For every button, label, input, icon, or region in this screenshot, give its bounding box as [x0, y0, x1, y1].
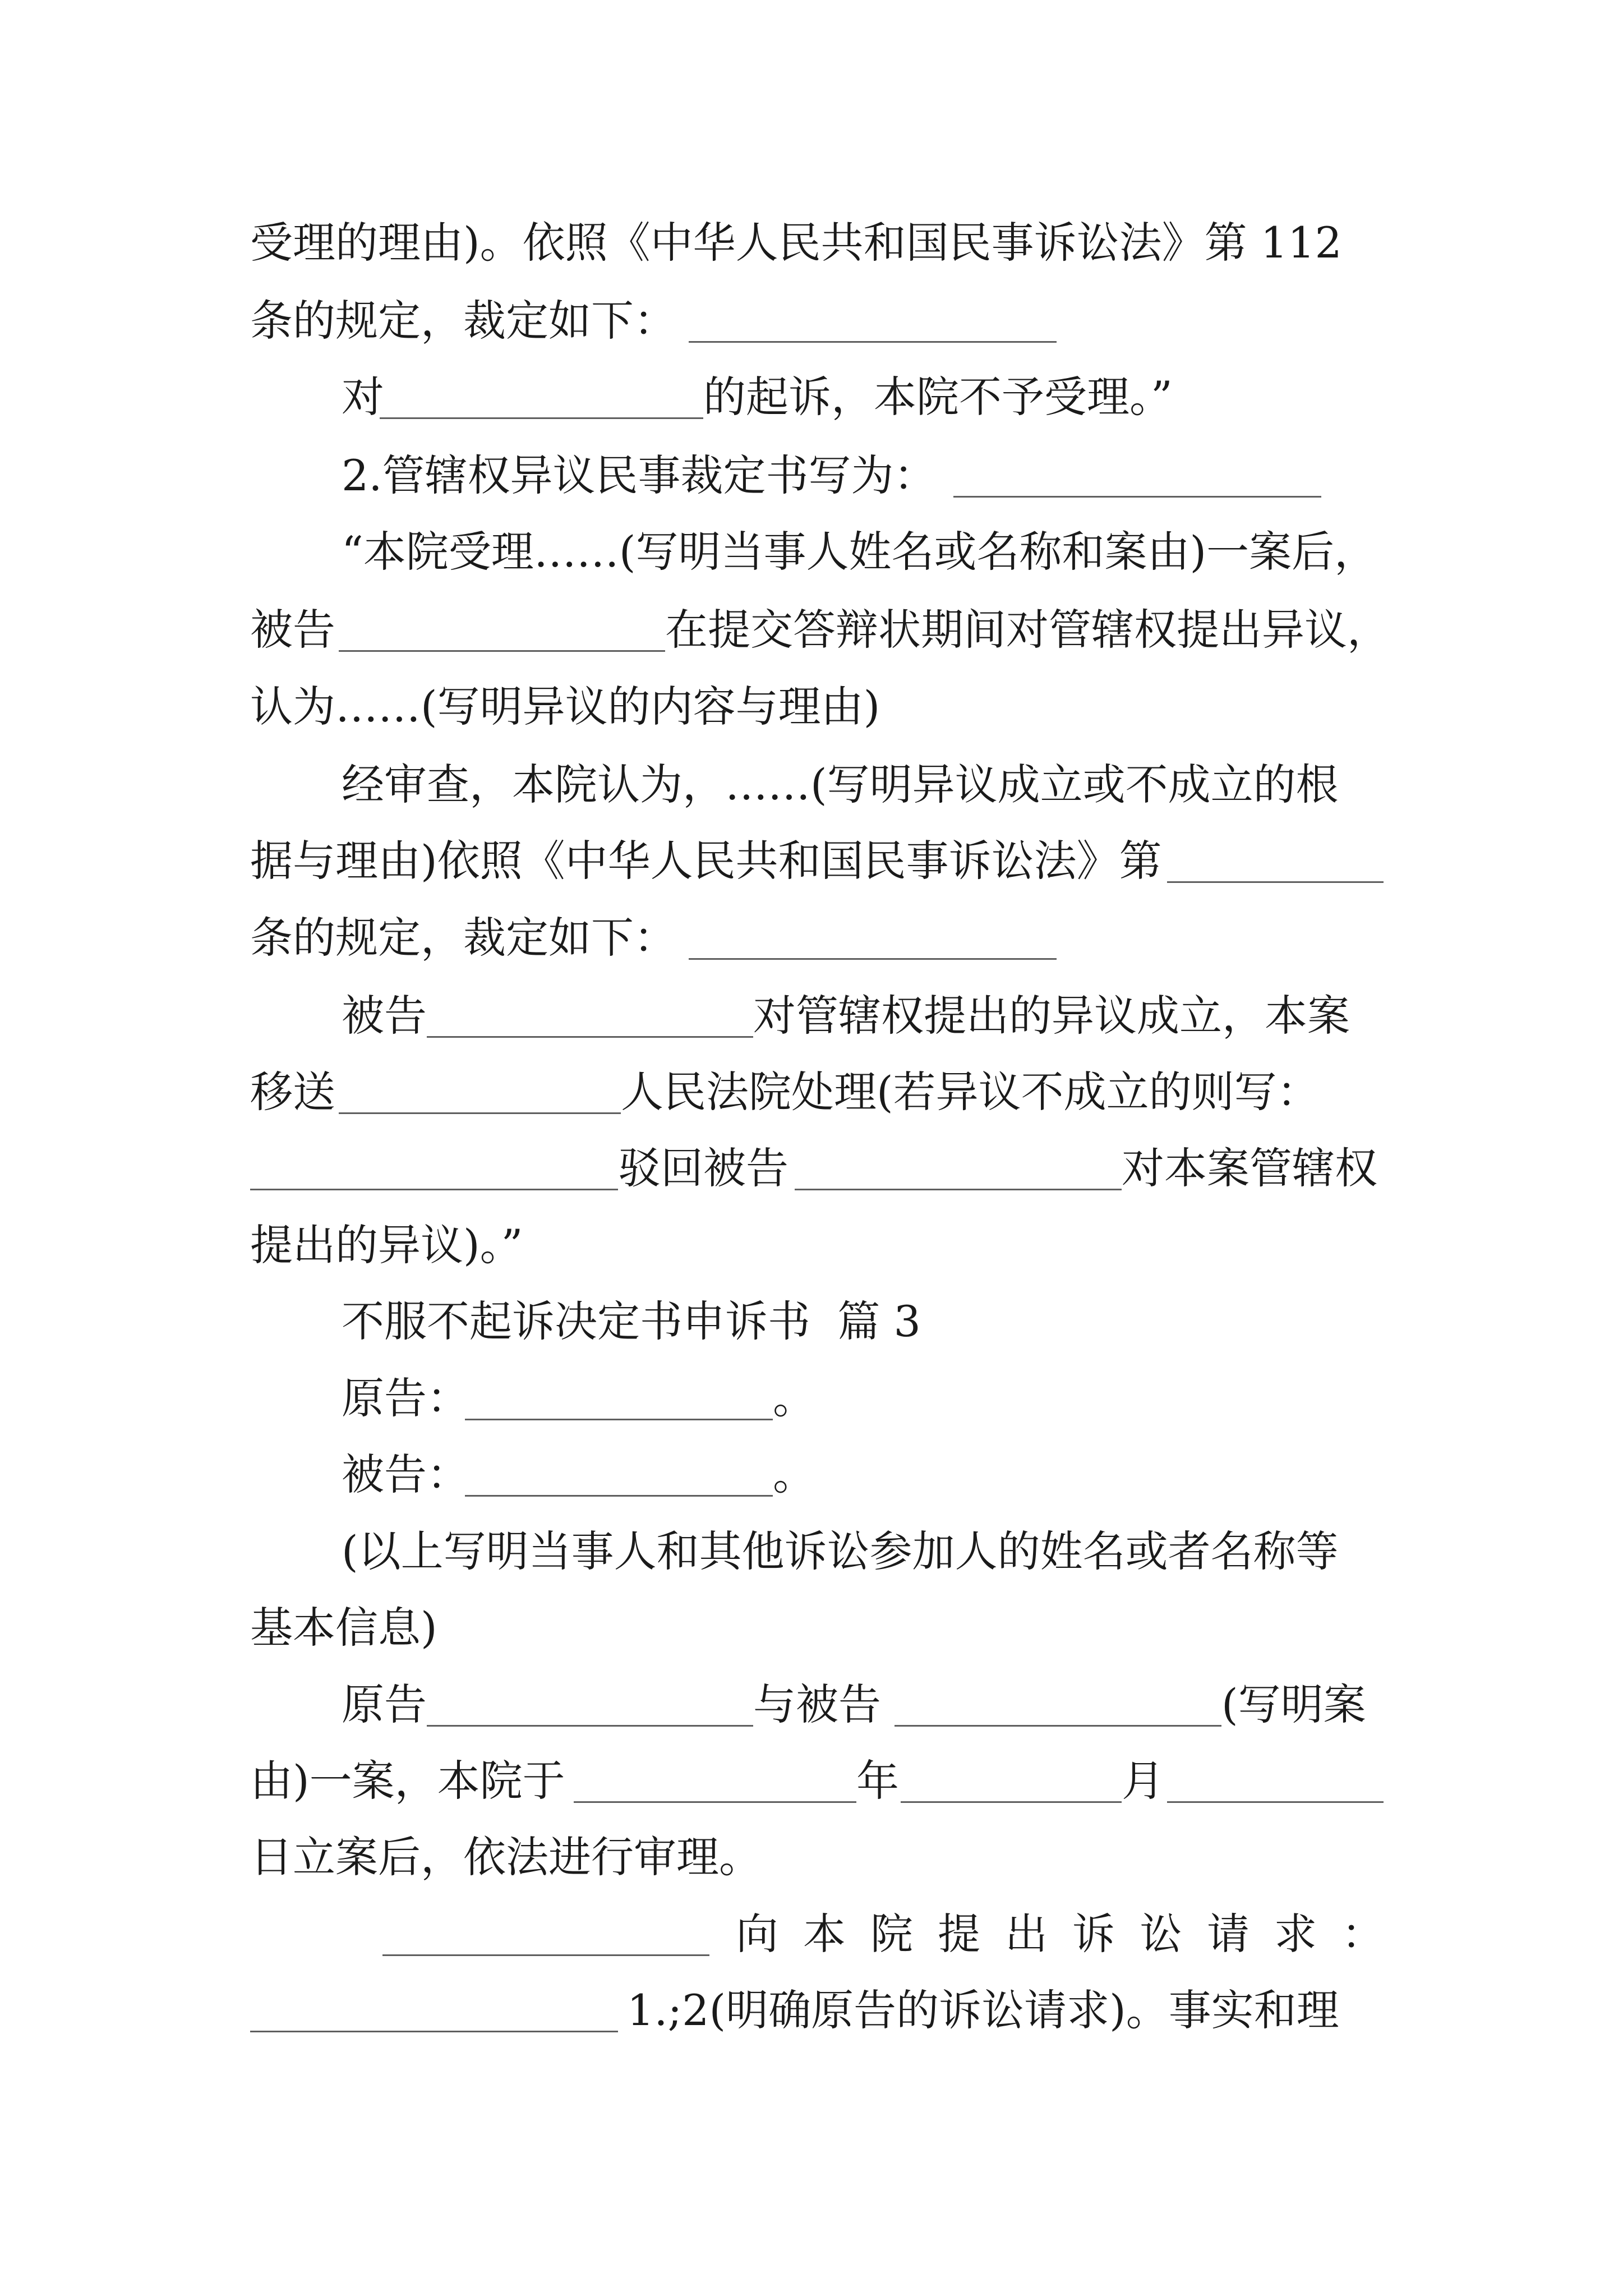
- document-line: [0, 1906, 1623, 1962]
- text-segment: 在提交答辩状期间对管辖权提出异议，: [665, 605, 1390, 655]
- fill-in-blank: [953, 448, 1321, 498]
- fill-in-blank: [427, 1677, 753, 1727]
- document-line: [0, 524, 1623, 580]
- fill-in-blank: [380, 369, 703, 419]
- fill-in-blank: [250, 1140, 618, 1190]
- text-segment: 月: [1122, 1756, 1164, 1806]
- section-heading: 不服不起诉决定书申诉书 篇 3: [342, 1296, 921, 1346]
- text-segment: 。: [773, 1450, 815, 1499]
- text-segment: 的起诉，本院不予受理。”: [703, 372, 1173, 422]
- text-segment: 受理的理由)。依照《中华人民共和国民事诉讼法》第 112: [250, 218, 1342, 268]
- text-segment: 对本案管辖权: [1122, 1143, 1377, 1193]
- document-line: [0, 1753, 1623, 1809]
- document-line: [0, 679, 1623, 735]
- document-line: [0, 1982, 1623, 2039]
- text-segment: 原告：: [342, 1373, 469, 1423]
- document-line: [0, 988, 1623, 1044]
- fill-in-blank: [574, 1753, 856, 1803]
- text-segment: 提出的异议)。”: [250, 1220, 523, 1270]
- text-segment: 与被告: [753, 1680, 881, 1729]
- fill-in-blank: [901, 1753, 1122, 1803]
- text-segment: 被告：: [342, 1450, 469, 1499]
- fill-in-blank: [465, 1370, 773, 1420]
- document-line: [0, 1600, 1623, 1656]
- fill-in-blank: [895, 1677, 1221, 1727]
- text-segment: 由)一案，本院于: [250, 1756, 565, 1806]
- text-segment: 认为……(写明异议的内容与理由): [250, 682, 880, 731]
- text-segment: 1.;2(明确原告的诉讼请求)。事实和理: [627, 1985, 1339, 2035]
- document-line: [0, 602, 1623, 658]
- fill-in-blank: [427, 988, 753, 1038]
- text-segment: 经审查，本院认为，……(写明异议成立或不成立的根: [342, 760, 1339, 809]
- text-segment: 对: [342, 372, 384, 422]
- document-line: [0, 833, 1623, 889]
- text-segment: “本院受理……(写明当事人姓名或名称和案由)一案后，: [342, 527, 1377, 577]
- document-line: [0, 1294, 1623, 1350]
- text-segment: 对管辖权提出的异议成立，本案: [753, 991, 1350, 1041]
- text-segment: 人民法院处理(若异议不成立的则写：: [621, 1067, 1320, 1117]
- document-line: [0, 1677, 1623, 1733]
- document-line: [0, 1524, 1623, 1580]
- text-segment: 据与理由)依照《中华人民共和国民事诉讼法》第: [250, 836, 1162, 886]
- text-segment: 向本院提出诉讼请求：: [736, 1909, 1409, 1959]
- text-segment: 原告: [342, 1680, 427, 1729]
- document-line: [0, 1447, 1623, 1503]
- text-segment: 条的规定，裁定如下：: [250, 296, 676, 346]
- fill-in-blank: [465, 1447, 773, 1497]
- fill-in-blank: [250, 1982, 618, 2032]
- text-segment: 驳回被告: [618, 1143, 789, 1193]
- document-line: [0, 1217, 1623, 1273]
- document-line: [0, 215, 1623, 271]
- document-line: [0, 448, 1623, 504]
- text-segment: 年: [856, 1756, 899, 1806]
- document-line: [0, 757, 1623, 813]
- fill-in-blank: [1167, 1753, 1384, 1803]
- document-line: [0, 1829, 1623, 1885]
- fill-in-blank: [795, 1140, 1122, 1190]
- document-line: [0, 910, 1623, 966]
- text-segment: 条的规定，裁定如下：: [250, 913, 676, 963]
- document-line: [0, 1370, 1623, 1427]
- fill-in-blank: [1167, 833, 1384, 883]
- fill-in-blank: [339, 1064, 621, 1114]
- document-line: [0, 1140, 1623, 1197]
- text-segment: 2.管辖权异议民事裁定书写为：: [342, 450, 937, 500]
- document-line: [0, 293, 1623, 349]
- text-segment: 被告: [342, 991, 427, 1041]
- text-segment: (以上写明当事人和其他诉讼参加人的姓名或者名称等: [342, 1526, 1339, 1576]
- text-segment: 日立案后，依法进行审理。: [250, 1832, 762, 1882]
- text-segment: 基本信息): [250, 1603, 437, 1653]
- text-segment: 。: [773, 1373, 815, 1423]
- document-line: [0, 369, 1623, 425]
- document-line: [0, 1064, 1623, 1120]
- fill-in-blank: [689, 293, 1057, 343]
- text-segment: 被告: [250, 605, 335, 655]
- fill-in-blank: [382, 1906, 709, 1956]
- text-segment: 移送: [250, 1067, 335, 1117]
- fill-in-blank: [339, 602, 665, 652]
- fill-in-blank: [689, 910, 1057, 960]
- text-segment: (写明案: [1221, 1680, 1366, 1729]
